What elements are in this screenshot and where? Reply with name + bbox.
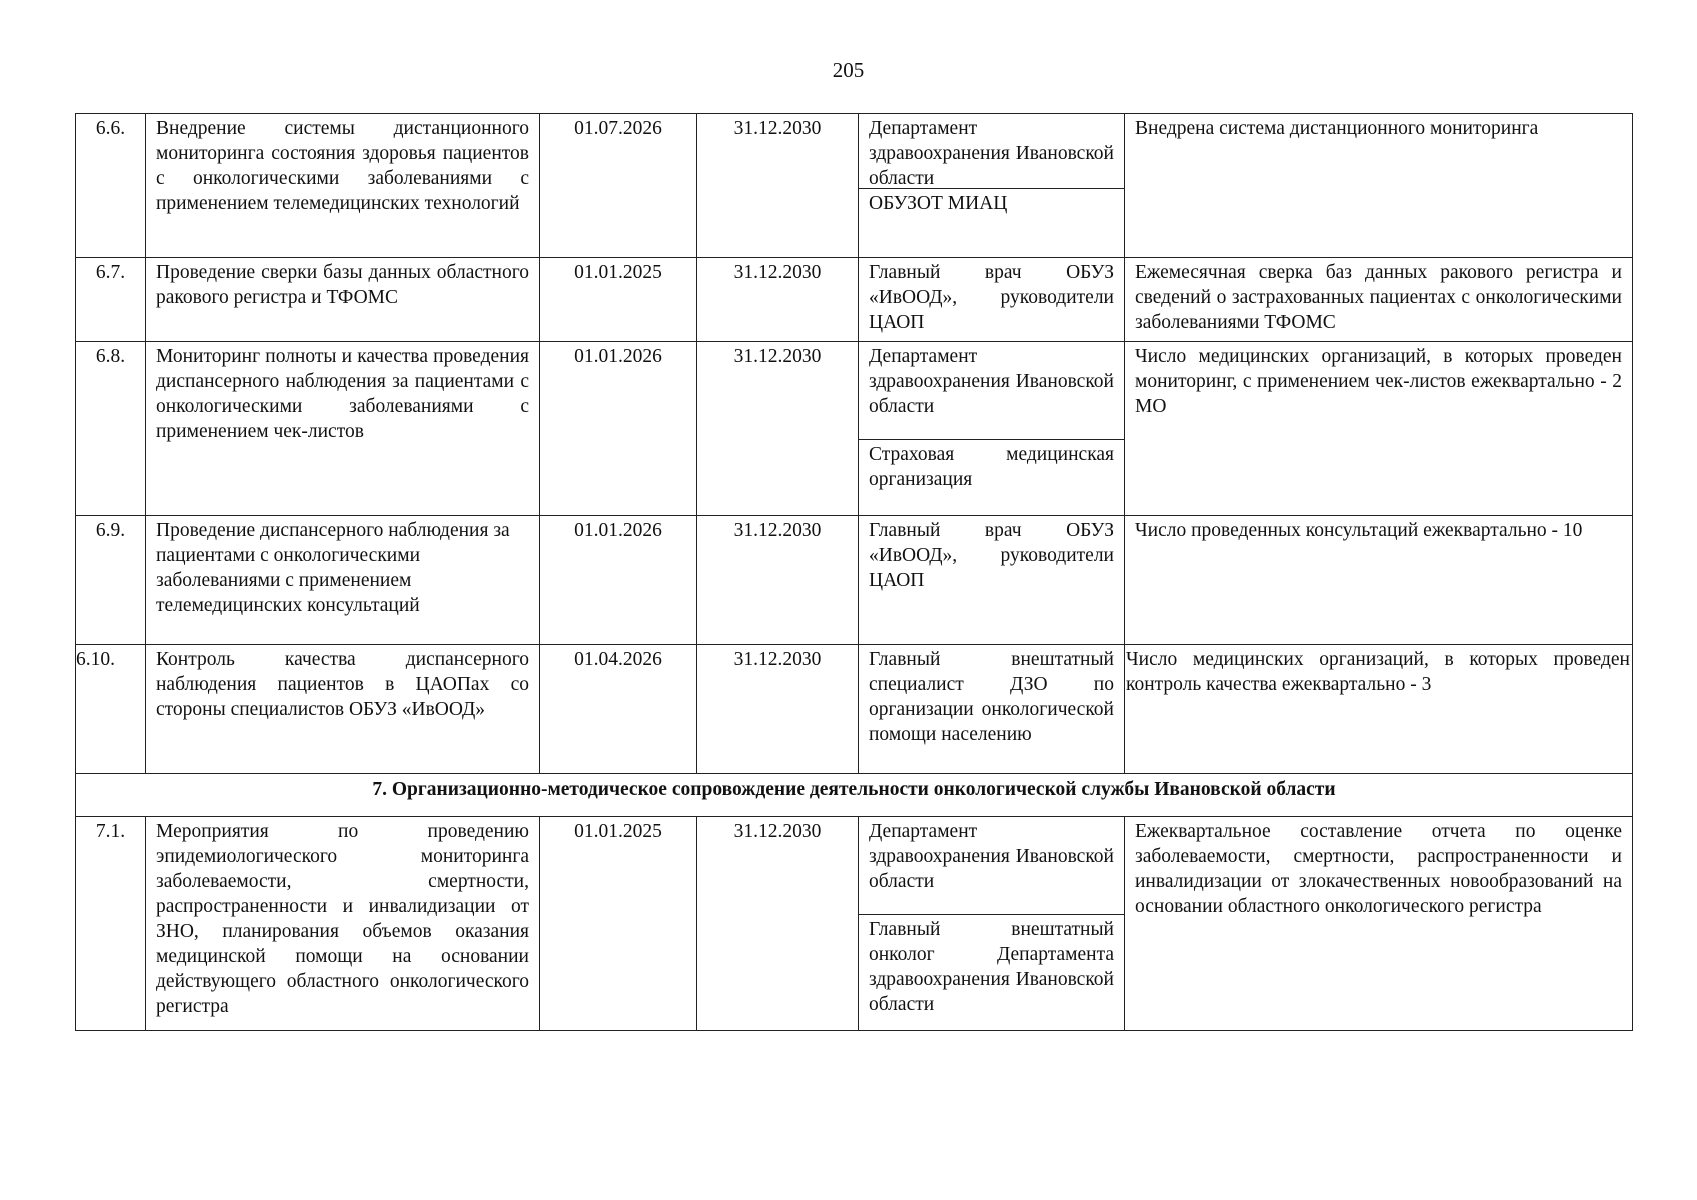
responsible-primary: Главный врач ОБУЗ «ИвООД», руководители ЦАОП [859,258,1125,342]
activity-text: Мониторинг полноты и качества проведения диспансерного наблюдения за пациентами с онкологическими заболеваниями с применением чек-листов [146,342,540,516]
responsible-cell [859,817,1125,1031]
result-text: Ежемесячная сверка баз данных ракового регистра и сведений о застрахованных пациентах с онкологическими заболеваниями ТФОМС [1125,258,1633,342]
start-date: 01.01.2025 [540,258,697,342]
activity-text: Проведение сверки базы данных областного ракового регистра и ТФОМС [146,258,540,342]
result-text: Число медицинских организаций, в которых проведен контроль качества ежеквартально - 3 [1125,645,1633,774]
end-date: 31.12.2030 [697,645,859,774]
result-text: Число проведенных консультаций ежеквартально - 10 [1125,516,1633,645]
table-row [76,516,1633,645]
end-date: 31.12.2030 [697,516,859,645]
start-date: 01.04.2026 [540,645,697,774]
start-date: 01.01.2026 [540,516,697,645]
activity-text: Контроль качества диспансерного наблюдения пациентов в ЦАОПах со стороны специалистов ОБУЗ «ИвООД» [146,645,540,774]
end-date: 31.12.2030 [697,114,859,258]
start-date: 01.01.2025 [540,817,697,1031]
row-number: 6.9. [76,516,146,645]
activity-plan-table [75,113,1633,1031]
responsible-primary: Департамент здравоохранения Ивановской области [859,342,1124,440]
section-header-row [76,774,1633,817]
section-title: 7. Организационно-методическое сопровождение деятельности онкологической службы Ивановской области [76,774,1633,817]
row-number: 6.8. [76,342,146,516]
responsible-cell [859,114,1125,258]
table-row [76,258,1633,342]
end-date: 31.12.2030 [697,258,859,342]
table-row [76,817,1633,1031]
activity-text: Мероприятия по проведению эпидемиологического мониторинга заболеваемости, смертности, распространенности и инвалидизации от ЗНО, планирования объемов оказания медицинской помощи на основании действующего областного онкологического регистра [146,817,540,1031]
result-text: Число медицинских организаций, в которых проведен мониторинг, с применением чек-листов ежеквартально - 2 МО [1125,342,1633,516]
responsible-cell [859,342,1125,516]
row-number: 6.7. [76,258,146,342]
responsible-secondary: Страховая медицинская организация [869,444,1114,490]
table-row [76,645,1633,774]
table-row [76,342,1633,516]
responsible-primary: Департамент здравоохранения Ивановской области [859,114,1124,189]
responsible-primary: Главный внештатный специалист ДЗО по организации онкологической помощи населению [859,645,1125,774]
activity-text: Проведение диспансерного наблюдения за пациентами с онкологическими заболеваниями с применением телемедицинских консультаций [146,516,540,645]
start-date: 01.01.2026 [540,342,697,516]
end-date: 31.12.2030 [697,817,859,1031]
row-number: 6.6. [76,114,146,258]
result-text: Внедрена система дистанционного мониторинга [1125,114,1633,258]
table-row [76,114,1633,258]
start-date: 01.07.2026 [540,114,697,258]
responsible-secondary: ОБУЗОТ МИАЦ [869,193,1008,214]
row-number: 6.10. [76,645,146,774]
row-number: 7.1. [76,817,146,1031]
result-text: Ежеквартальное составление отчета по оценке заболеваемости, смертности, распространенности и инвалидизации от злокачественных новообразований на основании областного онкологического регистра [1125,817,1633,1031]
end-date: 31.12.2030 [697,342,859,516]
responsible-secondary: Главный внештатный онколог Департамента здравоохранения Ивановской области [869,919,1114,1015]
responsible-primary: Департамент здравоохранения Ивановской области [859,817,1124,915]
responsible-primary: Главный врач ОБУЗ «ИвООД», руководители ЦАОП [859,516,1125,645]
page-number: 205 [832,58,865,82]
activity-text: Внедрение системы дистанционного мониторинга состояния здоровья пациентов с онкологическими заболеваниями с применением телемедицинских технологий [146,114,540,258]
